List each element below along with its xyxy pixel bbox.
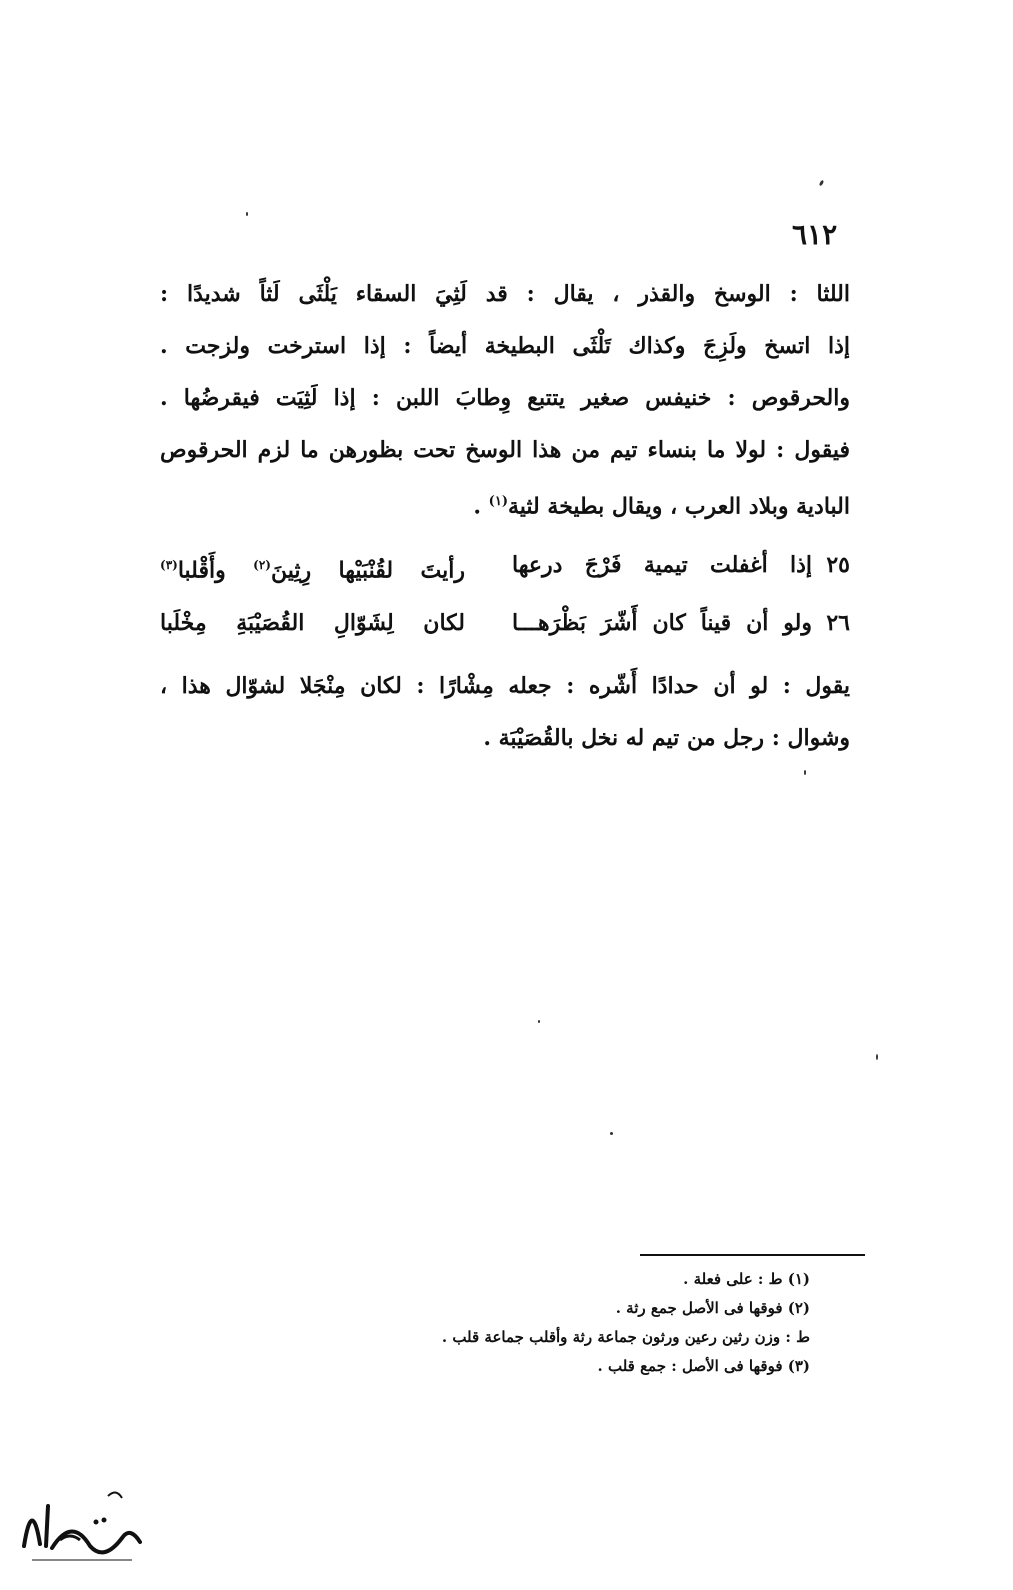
footnote-ref-3: (٣) bbox=[160, 558, 178, 572]
entry-1-line-2: إذا اتسخ ولَزِجَ وكذاك تَلْثَى البطيخة أيضاً : إذا استرخت ولزجت . bbox=[160, 333, 851, 359]
entry-1-line-3: والحرقوص : خنيفس صغير يتتبع وِطابَ اللبن : إذا لَثِيَت فيقرضُها . bbox=[160, 385, 850, 411]
verse-first-hemistich: ولو أن قيناً كان أَشّرَ بَظْرَهـــا bbox=[512, 610, 812, 636]
footnote-ref-1: (١) bbox=[488, 494, 508, 509]
stamp-calligraphy-icon bbox=[12, 1476, 152, 1572]
scan-speck bbox=[819, 180, 825, 187]
footnote-separator bbox=[640, 1254, 865, 1256]
verse-26 bbox=[160, 594, 850, 652]
verse-25 bbox=[160, 536, 850, 594]
verse-second-hemistich bbox=[160, 536, 465, 599]
entry-1-line-5 bbox=[160, 476, 850, 528]
footnote-2: (٢) فوقها فى الأصل جمع رثة . bbox=[615, 1299, 810, 1317]
scan-speck bbox=[804, 770, 806, 775]
entry-1-line-5-end: . bbox=[473, 493, 489, 520]
scan-speck bbox=[610, 1132, 613, 1135]
scan-speck bbox=[246, 212, 248, 216]
footnotes bbox=[380, 1265, 810, 1381]
verse-number: ٢٦ bbox=[826, 610, 850, 636]
footnote-3: (٣) فوقها فى الأصل : جمع قلب . bbox=[597, 1357, 810, 1375]
footnote-2-continued: ط : وزن رثين رعين ورثون جماعة رثة وأقلب جماعة قلب . bbox=[441, 1328, 810, 1346]
verse-second-hemistich-text: رأيتَ لقُنْبَيْها رِثِينَ bbox=[270, 557, 465, 584]
scan-speck bbox=[876, 1054, 878, 1060]
verse-first-hemistich: إذا أغفلت تيمية فَرْجَ درعها bbox=[512, 552, 812, 578]
verse-number: ٢٥ bbox=[826, 552, 850, 578]
main-text bbox=[160, 268, 850, 764]
verse-second-hemistich-tail: وأَقْلبا bbox=[177, 557, 254, 584]
scan-speck bbox=[538, 1020, 540, 1023]
footnote-1: (١) ط : على فعلة . bbox=[683, 1270, 810, 1288]
entry-1-line-1: اللثا : الوسخ والقذر ، يقال : قد لَثِيَ السقاء يَلْثَى لَثاً شديدًا : bbox=[160, 281, 850, 307]
entry-1-line-4: فيقول : لولا ما بنساء تيم من هذا الوسخ تحت بظورهن ما لزم الحرقوص bbox=[160, 437, 850, 463]
verse-second-hemistich: لكان لِشَوّالِ القُصَيْبَةِ مِخْلَبا bbox=[160, 610, 465, 636]
entry-2-line-2: وشوال : رجل من تيم له نخل بالقُصَيْبَة . bbox=[483, 725, 850, 751]
page-number: ٦١٢ bbox=[792, 218, 838, 251]
footnote-ref-2: (٢) bbox=[253, 558, 271, 572]
entry-1-line-5-text: البادية وبلاد العرب ، ويقال بطيخة لثية bbox=[507, 493, 850, 520]
library-stamp-logo bbox=[12, 1476, 152, 1572]
entry-2-line-1: يقول : لو أن حدادًا أَشّره : جعله مِشْارًا : لكان مِنْجَلا لشوّال هذا ، bbox=[160, 673, 850, 699]
